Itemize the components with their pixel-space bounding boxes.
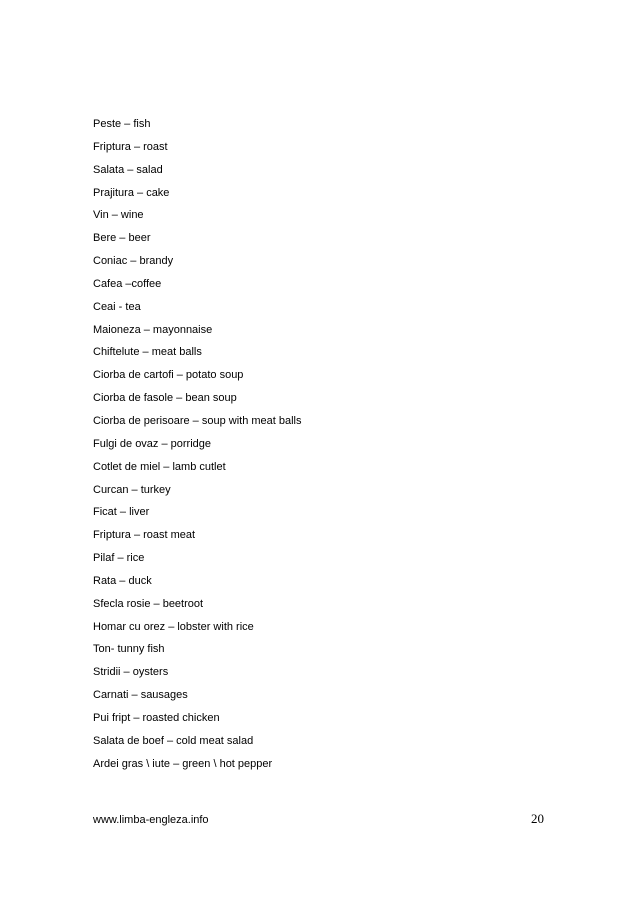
vocab-entry: Curcan – turkey xyxy=(93,483,171,496)
vocab-entry: Pilaf – rice xyxy=(93,552,145,565)
vocab-entry: Pui fript – roasted chicken xyxy=(93,711,220,724)
vocab-entry: Ton- tunny fish xyxy=(93,643,165,656)
vocab-entry: Ceai - tea xyxy=(93,300,141,313)
vocab-entry: Stridii – oysters xyxy=(93,666,169,679)
vocab-entry: Ardei gras \ iute – green \ hot pepper xyxy=(93,757,273,770)
vocab-entry: Ciorba de perisoare – soup with meat balls xyxy=(93,414,302,427)
vocab-entry: Coniac – brandy xyxy=(93,255,174,268)
vocabulary-list xyxy=(93,113,302,775)
vocab-entry: Ciorba de cartofi – potato soup xyxy=(93,369,244,382)
vocab-entry: Cotlet de miel – lamb cutlet xyxy=(93,460,226,473)
vocab-entry: Fulgi de ovaz – porridge xyxy=(93,437,212,450)
vocab-entry: Prajitura – cake xyxy=(93,186,170,199)
vocab-entry: Maioneza – mayonnaise xyxy=(93,323,213,336)
vocab-entry: Cafea –coffee xyxy=(93,277,162,290)
vocab-entry: Sfecla rosie – beetroot xyxy=(93,597,204,610)
vocab-entry: Peste – fish xyxy=(93,118,151,130)
vocab-entry: Chiftelute – meat balls xyxy=(93,346,202,359)
vocab-entry: Ciorba de fasole – bean soup xyxy=(93,392,237,405)
vocab-entry: Rata – duck xyxy=(93,574,152,587)
vocab-entry: Bere – beer xyxy=(93,232,151,245)
footer-page-number: 20 xyxy=(531,811,544,826)
vocab-entry: Salata de boef – cold meat salad xyxy=(93,734,254,747)
vocab-entry: Salata – salad xyxy=(93,163,163,176)
vocab-entry: Friptura – roast xyxy=(93,140,168,153)
vocab-entry: Friptura – roast meat xyxy=(93,529,196,542)
footer-website-url: www.limba-engleza.info xyxy=(93,814,209,826)
vocab-entry: Carnati – sausages xyxy=(93,689,188,702)
vocab-entry: Ficat – liver xyxy=(93,506,150,519)
vocab-entry: Homar cu orez – lobster with rice xyxy=(93,620,254,633)
vocab-entry: Vin – wine xyxy=(93,209,144,222)
